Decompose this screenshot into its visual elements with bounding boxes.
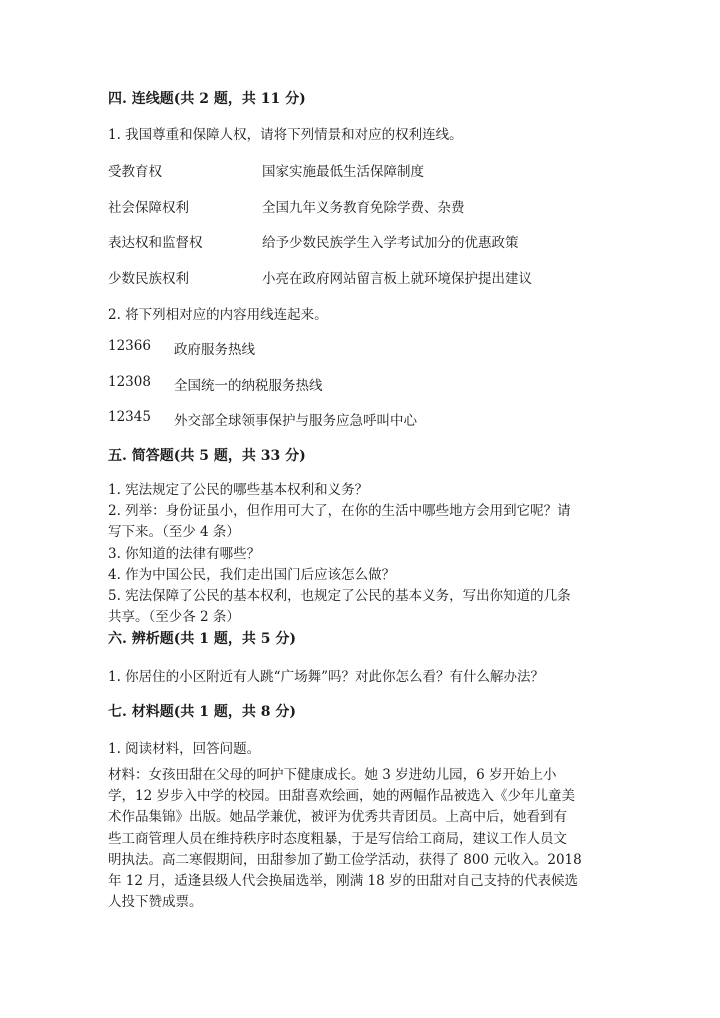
section-heading: 四. 连线题(共 2 题，共 11 分) — [108, 91, 306, 107]
hotline-service: 外交部全球领事保护与服务应急呼叫中心 — [174, 413, 417, 429]
match-left-item: 少数民族权利 — [108, 271, 189, 287]
material-line: 明执法。高二寒假期间，田甜参加了勤工俭学活动，获得了 800 元收入。2018 — [108, 851, 582, 868]
hotline-number: 12366 — [108, 338, 151, 354]
question-line: 1. 宪法规定了公民的哪些基本权利和义务？ — [108, 482, 369, 498]
material-line: 材料：女孩田甜在父母的呵护下健康成长。她 3 岁进幼儿园，6 岁开始上小 — [108, 767, 557, 783]
hotline-service: 政府服务热线 — [174, 342, 255, 358]
hotline-number: 12308 — [108, 374, 151, 390]
material-line: 年 12 月，适逢县级人代会换届选举，刚满 18 岁的田甜对自己支持的代表候选 — [108, 872, 579, 889]
match-left-item: 社会保障权利 — [108, 200, 189, 216]
question-line: 2. 列举：身份证虽小，但作用可大了，在你的生活中哪些地方会用到它呢？请 — [108, 503, 571, 520]
reading-material — [108, 765, 608, 913]
match-right-item: 国家实施最低生活保障制度 — [262, 164, 424, 180]
material-line: 些工商管理人员在维持秩序时态度粗暴，于是写信给工商局，建议工作人员文 — [108, 830, 567, 847]
question-line: 4. 作为中国公民，我们走出国门后应该怎么做？ — [108, 566, 396, 583]
short-answer-questions — [108, 480, 608, 628]
question-line: 写下来。（至少 4 条） — [108, 524, 240, 541]
match-right-item: 小亮在政府网站留言板上就环境保护提出建议 — [262, 271, 532, 287]
section-heading: 五. 简答题(共 5 题，共 33 分) — [108, 448, 306, 464]
question-line: 共享。（至少各 2 条） — [108, 609, 240, 626]
question-prompt: 1. 我国尊重和保障人权，请将下列情景和对应的权利连线。 — [108, 127, 463, 143]
hotline-service: 全国统一的纳税服务热线 — [174, 378, 323, 394]
material-line: 术作品集锦》出版。她品学兼优，被评为优秀共青团员。上高中后，她看到有 — [108, 809, 567, 826]
material-line: 人投下赞成票。 — [108, 894, 203, 911]
match-left-item: 受教育权 — [108, 164, 162, 180]
match-right-item: 给予少数民族学生入学考试加分的优惠政策 — [262, 235, 519, 251]
match-right-item: 全国九年义务教育免除学费、杂费 — [262, 200, 465, 216]
question-prompt: 1. 阅读材料，回答问题。 — [108, 741, 261, 757]
question-prompt: 1. 你居住的小区附近有人跳“广场舞”吗？对此你怎么看？有什么解办法？ — [108, 669, 544, 685]
section-heading: 六. 辨析题(共 1 题，共 5 分) — [108, 631, 296, 647]
match-left-item: 表达权和监督权 — [108, 235, 203, 251]
question-prompt: 2. 将下列相对应的内容用线连起来。 — [108, 307, 328, 323]
hotline-number: 12345 — [108, 409, 151, 425]
section-heading: 七. 材料题(共 1 题，共 8 分) — [108, 704, 296, 720]
question-line: 3. 你知道的法律有哪些？ — [108, 545, 261, 562]
question-line: 5. 宪法保障了公民的基本权利，也规定了公民的基本义务，写出你知道的几条 — [108, 587, 571, 604]
material-line: 学，12 岁步入中学的校园。田甜喜欢绘画，她的两幅作品被选入《少年儿童美 — [108, 788, 575, 805]
